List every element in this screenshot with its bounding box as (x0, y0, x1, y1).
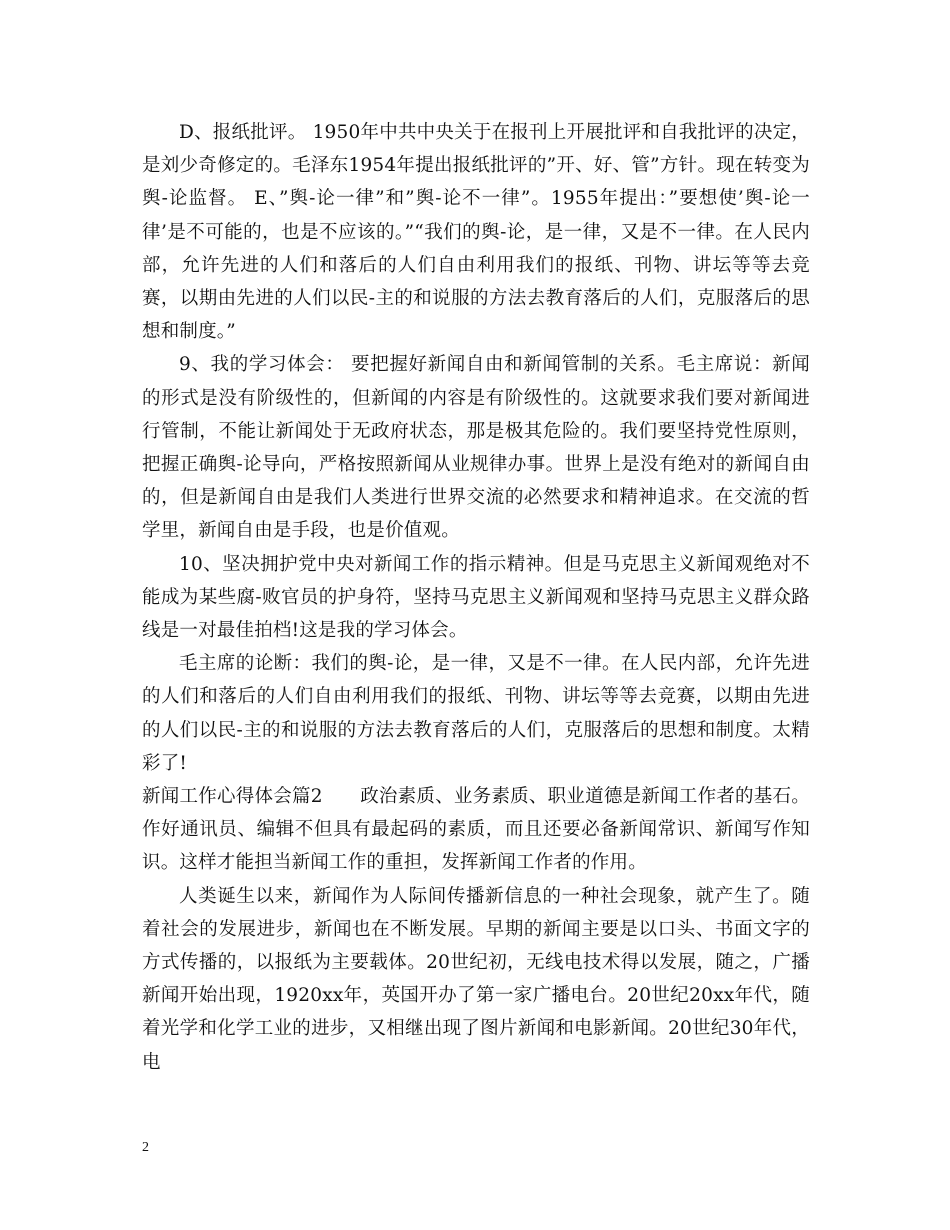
paragraph-press-criticism: D、报纸批评。 1950年中共中央关于在报刊上开展批评和自我批评的决定，是刘少奇修定的。毛泽东1954年提出报纸批评的”开、好、管”方针。现在转变为舆-论监督。 E、”舆-论一律”和”舆-论不一律”。1955年提出：”要想使’舆-论一律’是不可能的，也是不应该的。”“我们的舆-论，是一律，又是不一律。在人民内部，允许先进的人们和落后的人们自由利用我们的报纸、刊物、讲坛等等去竞赛，以期由先进的人们以民-主的和说服的方法去教育落后的人们，克服落后的思想和制度。” (142, 122, 810, 343)
paragraph-learning-experience-9: 9、我的学习体会： 要把握好新闻自由和新闻管制的关系。毛主席说：新闻的形式是没有阶级性的，但新闻的内容是有阶级性的。这就要求我们要对新闻进行管制，不能让新闻处于无政府状态，那是极其危险的。我们要坚持党性原则，把握正确舆-论导向，严格按照新闻从业规律办事。世界上是没有绝对的新闻自由的，但是新闻自由是我们人类进行世界交流的必然要求和精神追求。在交流的哲学里，新闻自由是手段，也是价值观。 (142, 354, 810, 542)
paragraph-chairman-mao-statement: 毛主席的论断：我们的舆-论，是一律，又是不一律。在人民内部，允许先进的人们和落后的人们自由利用我们的报纸、刊物、讲坛等等去竞赛，以期由先进的人们以民-主的和说服的方法去教育落后的人们，克服落后的思想和制度。太精彩了! (142, 653, 810, 774)
document-body (142, 116, 810, 1079)
paragraph-section-2-intro: 新闻工作心得体会篇2 政治素质、业务素质、职业道德是新闻工作者的基石。作好通讯员、编辑不但具有最起码的素质，而且还要必备新闻常识、新闻写作知识。这样才能担当新闻工作的重担，发挥新闻工作者的作用。 (142, 786, 810, 874)
page-number: 2 (142, 1140, 149, 1155)
paragraph-learning-experience-10: 10、坚决拥护党中央对新闻工作的指示精神。但是马克思主义新闻观绝对不能成为某些腐-败官员的护身符，坚持马克思主义新闻观和坚持马克思主义群众路线是一对最佳拍档!这是我的学习体会。 (142, 553, 810, 642)
paragraph-news-history: 人类诞生以来，新闻作为人际间传播新信息的一种社会现象，就产生了。随着社会的发展进步，新闻也在不断发展。早期的新闻主要是以口头、书面文字的方式传播的，以报纸为主要载体。20世纪初，无线电技术得以发展，随之，广播新闻开始出现，1920xx年，英国开办了第一家广播电台。20世纪20xx年代，随着光学和化学工业的进步，又相继出现了图片新闻和电影新闻。20世纪30年代，电 (142, 885, 810, 1073)
